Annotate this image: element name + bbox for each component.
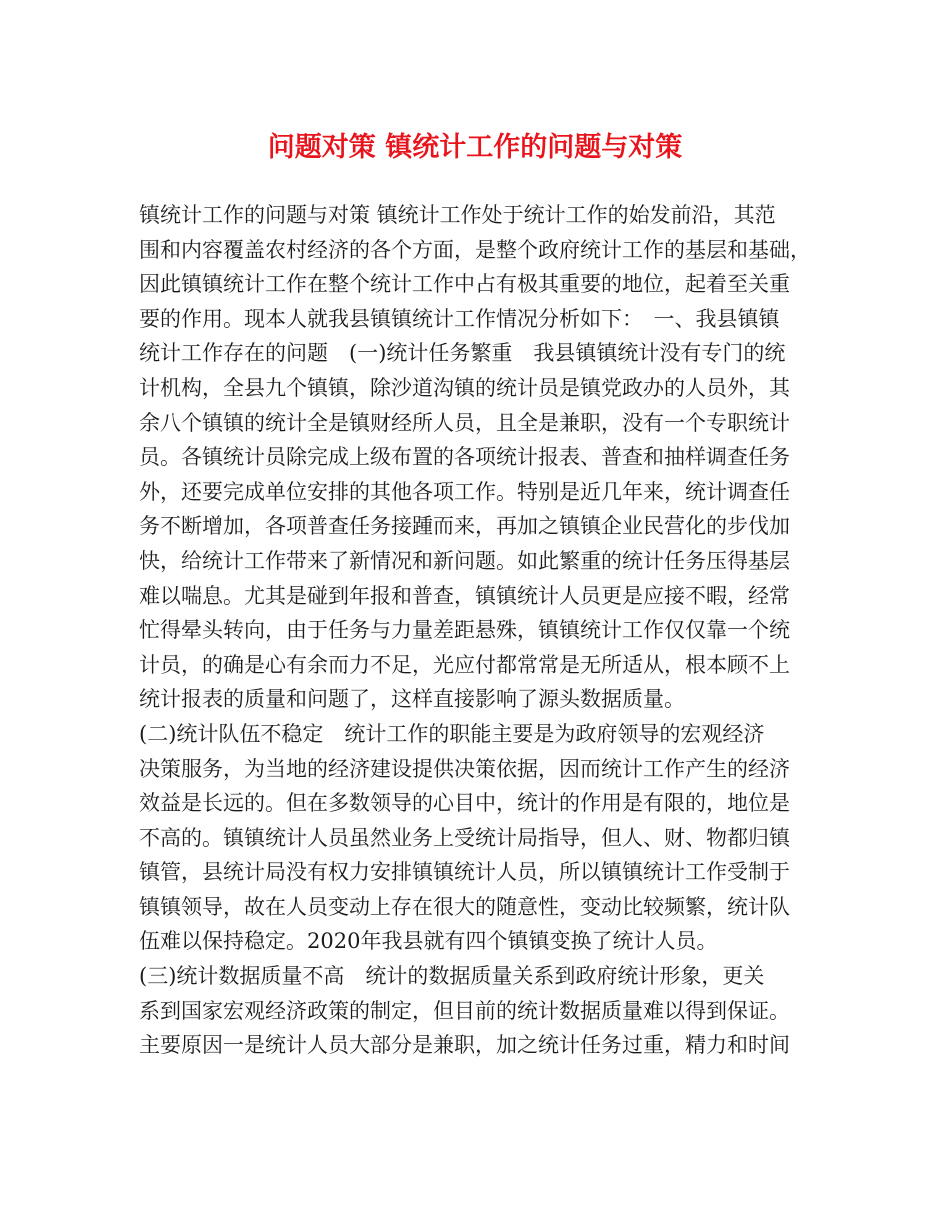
body-line: 快，给统计工作带来了新情况和新问题。如此繁重的统计任务压得基层	[139, 548, 790, 573]
body-line: (三)统计数据质量不高 统计的数据质量关系到政府统计形象，更关	[139, 964, 765, 989]
body-line: 要的作用。现本人就我县镇镇统计工作情况分析如下： 一、我县镇镇	[139, 306, 780, 331]
body-line: 围和内容覆盖农村经济的各个方面，是整个政府统计工作的基层和基础，	[139, 237, 811, 262]
body-line: 计员，的确是心有余而力不足，光应付都常常是无所适从，根本顾不上	[139, 652, 790, 677]
body-line: 统计报表的质量和问题了，这样直接影响了源头数据质量。	[139, 687, 685, 712]
body-line: 忙得晕头转向，由于任务与力量差距悬殊，镇镇统计工作仅仅靠一个统	[139, 618, 790, 643]
body-line: 务不断增加，各项普查任务接踵而来，再加之镇镇企业民营化的步伐加	[139, 514, 790, 539]
body-line: 不高的。镇镇统计人员虽然业务上受统计局指导，但人、财、物都归镇	[139, 825, 790, 850]
body-line: 外，还要完成单位安排的其他各项工作。特别是近几年来，统计调查任	[139, 479, 790, 504]
body-line: 难以喘息。尤其是碰到年报和普查，镇镇统计人员更是应接不暇，经常	[139, 583, 790, 608]
body-line: 因此镇镇统计工作在整个统计工作中占有极其重要的地位，起着至关重	[139, 272, 790, 297]
body-line: 主要原因一是统计人员大部分是兼职，加之统计任务过重，精力和时间	[139, 1033, 790, 1058]
body-line: 系到国家宏观经济政策的制定，但目前的统计数据质量难以得到保证。	[139, 998, 790, 1023]
body-line: 镇统计工作的问题与对策 镇统计工作处于统计工作的始发前沿，其范	[139, 203, 776, 227]
body-line: 伍难以保持稳定。2020年我县就有四个镇镇变换了统计人员。	[139, 929, 718, 954]
body-line: 余八个镇镇的统计全是镇财经所人员，且全是兼职，没有一个专职统计	[139, 410, 790, 435]
body-line: 效益是长远的。但在多数领导的心目中，统计的作用是有限的，地位是	[139, 791, 790, 816]
document-body	[139, 198, 829, 1063]
body-line: 镇管，县统计局没有权力安排镇镇统计人员，所以镇镇统计工作受制于	[139, 860, 790, 885]
body-line: 统计工作存在的问题 (一)统计任务繁重 我县镇镇统计没有专门的统	[139, 341, 786, 366]
body-line: 决策服务，为当地的经济建设提供决策依据，因而统计工作产生的经济	[139, 756, 790, 781]
body-line: 镇镇领导，故在人员变动上存在很大的随意性，变动比较频繁，统计队	[139, 894, 790, 919]
body-line: 员。各镇统计员除完成上级布置的各项统计报表、普查和抽样调查任务	[139, 445, 790, 470]
body-line: (二)统计队伍不稳定 统计工作的职能主要是为政府领导的宏观经济	[139, 721, 765, 746]
document-title: 问题对策 镇统计工作的问题与对策	[267, 132, 683, 163]
body-line: 计机构，全县九个镇镇，除沙道沟镇的统计员是镇党政办的人员外，其	[139, 375, 790, 400]
